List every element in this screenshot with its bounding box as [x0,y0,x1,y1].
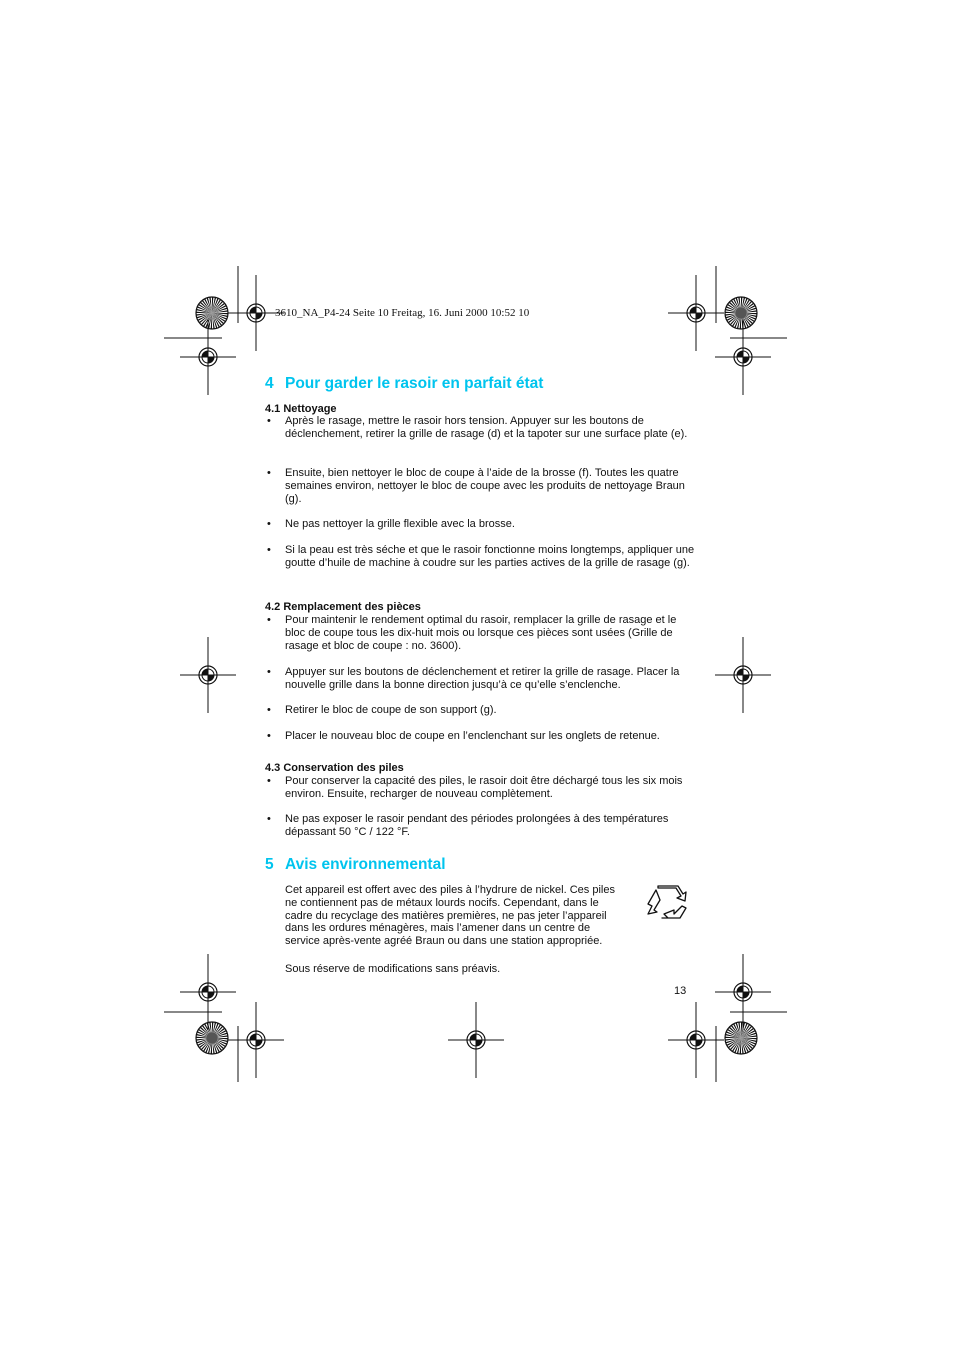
subsection-heading: 4.2 Remplacement des pièces [265,601,421,613]
starburst-ray [725,1037,741,1038]
section-5-heading [265,856,446,874]
starburst-mark [196,297,228,329]
starburst-mark [196,1022,228,1054]
starburst-ray [741,1022,742,1038]
starburst-ray [740,1038,741,1054]
section-title: Pour garder le rasoir en parfait état [285,375,544,392]
section-4-heading [265,375,543,393]
starburst-center [206,1032,217,1043]
section-number: 4 [265,375,274,392]
environmental-paragraph: Cet appareil est offert avec des piles à l’hydrure de nickel. Ces piles ne contiennent pas de métaux lourds nocifs. Cependant, dans le cadre du recyclage des matières premières, ne pas jeter l’appareil dans les ordures ménagères, mais l’amener dans un centre de service après-vente agréé Braun ou dans une station appropriée. [285,884,615,948]
starburst-ray [741,1038,757,1039]
page-number: 13 [674,985,687,997]
print-slug: 3610_NA_P4-24 Seite 10 Freitag, 16. Juni 2000 10:52 10 [275,307,530,319]
starburst-ray [212,313,228,314]
starburst-ray [196,312,212,313]
subsection-heading: 4.3 Conservation des piles [265,762,404,774]
section-number: 5 [265,856,274,873]
subsection-heading: 4.1 Nettoyage [265,403,337,415]
starburst-center [735,307,746,318]
starburst-ray [211,313,212,329]
starburst-ray [212,297,213,313]
starburst-mark [725,1022,757,1054]
section-title: Avis environnemental [285,856,446,873]
starburst-mark [725,297,757,329]
recycle-icon [646,884,688,922]
reservation-note: Sous réserve de modifications sans préavis. [285,963,501,975]
